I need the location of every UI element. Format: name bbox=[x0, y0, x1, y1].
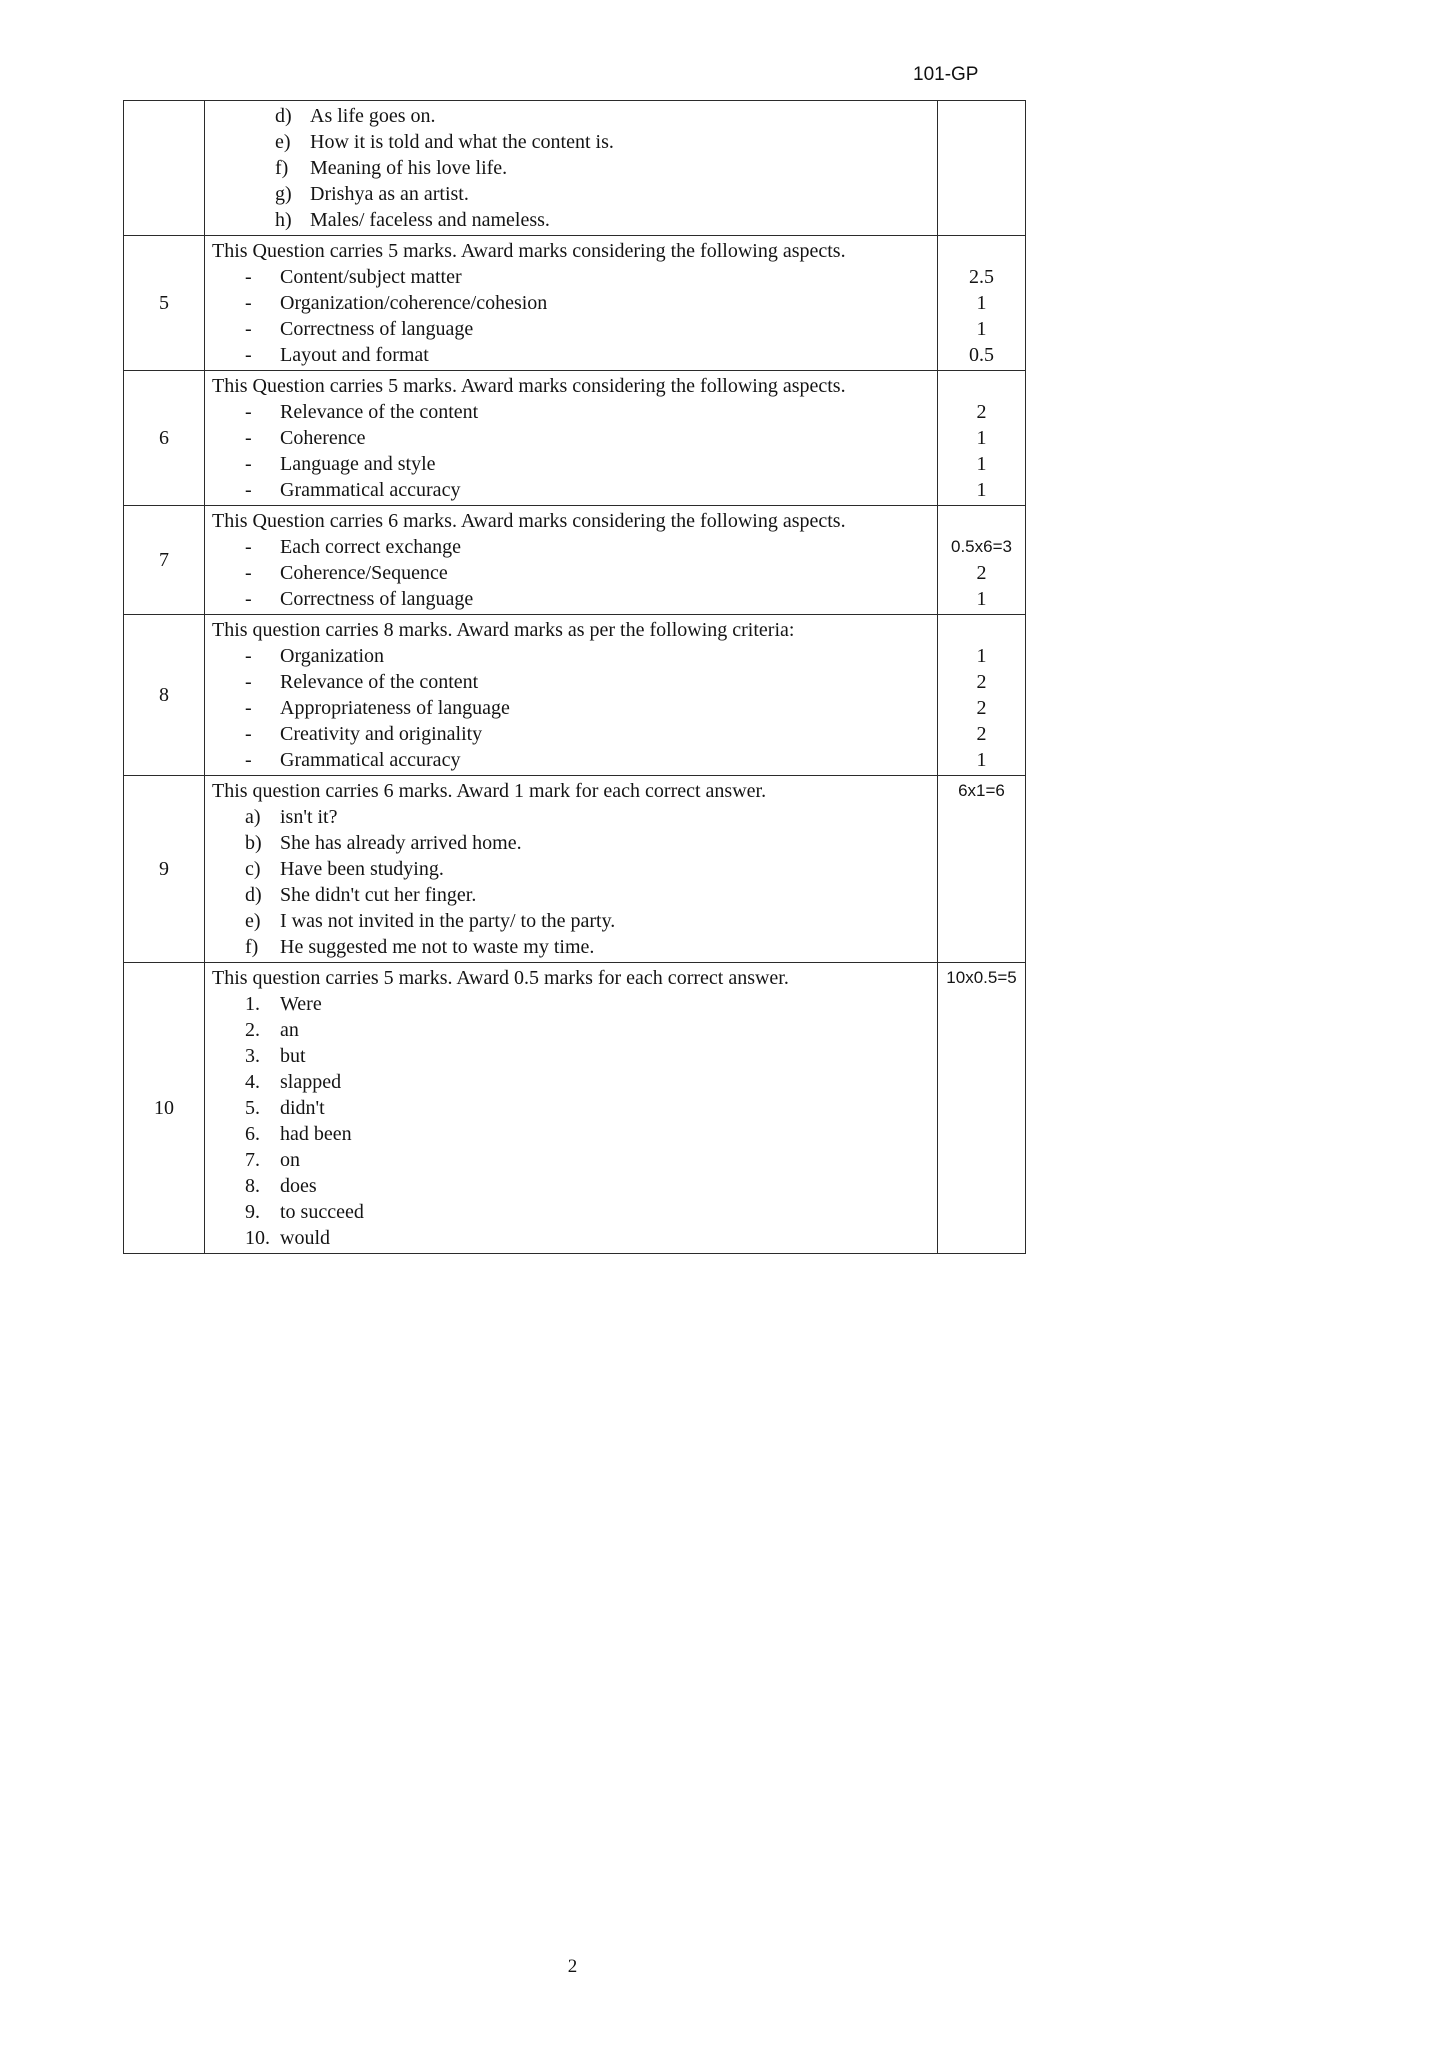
item-marker: - bbox=[245, 427, 252, 449]
item-marker: 2. bbox=[245, 1019, 260, 1041]
item-text: How it is told and what the content is. bbox=[310, 131, 614, 153]
answer-item bbox=[205, 399, 937, 425]
item-marker: d) bbox=[275, 105, 292, 127]
item-text: Were bbox=[280, 993, 322, 1015]
item-marker: 6. bbox=[245, 1123, 260, 1145]
item-marker: - bbox=[245, 562, 252, 584]
marks-cell bbox=[938, 236, 1026, 371]
answer-item bbox=[205, 1069, 937, 1095]
mark-value bbox=[938, 238, 1025, 264]
mark-value bbox=[938, 1017, 1025, 1043]
item-text: Coherence/Sequence bbox=[280, 562, 448, 584]
question-content-cell bbox=[205, 371, 938, 506]
mark-value: 0.5 bbox=[969, 344, 994, 366]
item-marker: e) bbox=[245, 910, 261, 932]
item-text: Coherence bbox=[280, 427, 366, 449]
item-text: Relevance of the content bbox=[280, 671, 479, 693]
item-text: She has already arrived home. bbox=[280, 832, 522, 854]
item-marker: 10. bbox=[245, 1227, 270, 1249]
item-text: Organization bbox=[280, 645, 385, 667]
mark-value: 2.5 bbox=[969, 266, 994, 288]
criteria-intro: This Question carries 5 marks. Award marks considering the following aspects. bbox=[212, 375, 846, 397]
item-marker: 8. bbox=[245, 1175, 260, 1197]
mark-value: 1 bbox=[976, 453, 987, 475]
question-number-cell: 9 bbox=[124, 776, 205, 963]
document-code: 101-GP bbox=[913, 64, 979, 85]
answer-item bbox=[205, 1121, 937, 1147]
item-text: Males/ faceless and nameless. bbox=[310, 209, 550, 231]
answer-item bbox=[205, 934, 937, 960]
answer-item bbox=[205, 1225, 937, 1251]
question-number-cell: 6 bbox=[124, 371, 205, 506]
item-marker: - bbox=[245, 723, 252, 745]
item-marker: a) bbox=[245, 806, 261, 828]
mark-value bbox=[938, 181, 1025, 207]
item-marker: - bbox=[245, 453, 252, 475]
mark-value bbox=[938, 129, 1025, 155]
item-marker: - bbox=[245, 292, 252, 314]
marks-cell bbox=[938, 963, 1026, 1254]
mark-value bbox=[938, 1095, 1025, 1121]
item-marker: - bbox=[245, 479, 252, 501]
item-marker: - bbox=[245, 266, 252, 288]
item-marker: 1. bbox=[245, 993, 260, 1015]
answer-item bbox=[205, 586, 937, 612]
answer-item bbox=[205, 695, 937, 721]
mark-value bbox=[938, 1043, 1025, 1069]
marking-table-body bbox=[124, 101, 1026, 1254]
item-marker: - bbox=[245, 536, 252, 558]
answer-item bbox=[205, 534, 937, 560]
answer-item bbox=[205, 856, 937, 882]
item-marker: - bbox=[245, 697, 252, 719]
answer-item bbox=[205, 908, 937, 934]
question-number-cell: 5 bbox=[124, 236, 205, 371]
answer-item bbox=[205, 451, 937, 477]
item-marker: - bbox=[245, 749, 252, 771]
marks-cell bbox=[938, 371, 1026, 506]
answer-item bbox=[205, 103, 937, 129]
question-number-cell bbox=[124, 101, 205, 236]
item-marker: f) bbox=[275, 157, 289, 179]
table-row bbox=[124, 236, 1026, 371]
answer-item bbox=[205, 669, 937, 695]
answer-item bbox=[205, 316, 937, 342]
mark-value: 2 bbox=[976, 697, 987, 719]
item-marker: - bbox=[245, 645, 252, 667]
item-text: Correctness of language bbox=[280, 318, 474, 340]
marks-cell bbox=[938, 506, 1026, 615]
mark-value: 0.5x6=3 bbox=[951, 537, 1012, 556]
item-text: Meaning of his love life. bbox=[310, 157, 508, 179]
item-marker: b) bbox=[245, 832, 262, 854]
mark-value: 2 bbox=[976, 671, 987, 693]
item-text: Content/subject matter bbox=[280, 266, 462, 288]
answer-item bbox=[205, 181, 937, 207]
answer-item bbox=[205, 290, 937, 316]
mark-value bbox=[938, 373, 1025, 399]
item-marker: d) bbox=[245, 884, 262, 906]
item-text: Grammatical accuracy bbox=[280, 479, 461, 501]
item-text: She didn't cut her finger. bbox=[280, 884, 477, 906]
mark-value bbox=[938, 856, 1025, 882]
mark-value bbox=[938, 1225, 1025, 1251]
mark-value: 10x0.5=5 bbox=[946, 968, 1017, 987]
table-row bbox=[124, 371, 1026, 506]
criteria-intro: This Question carries 6 marks. Award marks considering the following aspects. bbox=[212, 510, 846, 532]
answer-item bbox=[205, 830, 937, 856]
marks-cell bbox=[938, 101, 1026, 236]
mark-value bbox=[938, 830, 1025, 856]
mark-value: 1 bbox=[976, 479, 987, 501]
answer-item bbox=[205, 264, 937, 290]
mark-value bbox=[938, 1121, 1025, 1147]
question-content-cell bbox=[205, 963, 938, 1254]
answer-item bbox=[205, 747, 937, 773]
marks-cell bbox=[938, 776, 1026, 963]
mark-value: 1 bbox=[976, 645, 987, 667]
table-row bbox=[124, 506, 1026, 615]
item-marker: g) bbox=[275, 183, 292, 205]
item-text: does bbox=[280, 1175, 317, 1197]
item-marker: c) bbox=[245, 858, 261, 880]
question-number-cell: 10 bbox=[124, 963, 205, 1254]
item-text: would bbox=[280, 1227, 330, 1249]
mark-value bbox=[938, 1147, 1025, 1173]
question-content-cell bbox=[205, 615, 938, 776]
item-text: Language and style bbox=[280, 453, 436, 475]
item-marker: - bbox=[245, 344, 252, 366]
answer-item bbox=[205, 129, 937, 155]
table-row bbox=[124, 776, 1026, 963]
item-text: As life goes on. bbox=[310, 105, 436, 127]
mark-value bbox=[938, 103, 1025, 129]
item-marker: - bbox=[245, 671, 252, 693]
item-text: on bbox=[280, 1149, 300, 1171]
item-marker: - bbox=[245, 588, 252, 610]
answer-item bbox=[205, 207, 937, 233]
answer-item bbox=[205, 1017, 937, 1043]
answer-item bbox=[205, 1095, 937, 1121]
item-marker: - bbox=[245, 318, 252, 340]
answer-item bbox=[205, 1147, 937, 1173]
question-content-cell bbox=[205, 236, 938, 371]
marks-cell bbox=[938, 615, 1026, 776]
mark-value: 1 bbox=[976, 588, 987, 610]
answer-item bbox=[205, 560, 937, 586]
mark-value: 2 bbox=[976, 401, 987, 423]
item-text: to succeed bbox=[280, 1201, 364, 1223]
item-marker: - bbox=[245, 401, 252, 423]
mark-value bbox=[938, 1173, 1025, 1199]
item-text: slapped bbox=[280, 1071, 342, 1093]
mark-value bbox=[938, 508, 1025, 534]
mark-value bbox=[938, 617, 1025, 643]
answer-item bbox=[205, 342, 937, 368]
mark-value bbox=[938, 207, 1025, 233]
mark-value bbox=[938, 908, 1025, 934]
answer-item bbox=[205, 155, 937, 181]
item-text: Relevance of the content bbox=[280, 401, 479, 423]
item-text: isn't it? bbox=[280, 806, 338, 828]
mark-value: 6x1=6 bbox=[958, 781, 1005, 800]
question-content-cell bbox=[205, 776, 938, 963]
item-marker: 9. bbox=[245, 1201, 260, 1223]
item-marker: 7. bbox=[245, 1149, 260, 1171]
question-content-cell bbox=[205, 101, 938, 236]
answer-item bbox=[205, 1199, 937, 1225]
mark-value: 1 bbox=[976, 749, 987, 771]
item-text: had been bbox=[280, 1123, 352, 1145]
item-marker: f) bbox=[245, 936, 259, 958]
answer-item bbox=[205, 1173, 937, 1199]
item-text: Creativity and originality bbox=[280, 723, 483, 745]
mark-value: 1 bbox=[976, 318, 987, 340]
item-text: but bbox=[280, 1045, 306, 1067]
item-text: Appropriateness of language bbox=[280, 697, 510, 719]
item-marker: 5. bbox=[245, 1097, 260, 1119]
mark-value: 1 bbox=[976, 427, 987, 449]
marking-scheme-table bbox=[123, 100, 1026, 1254]
mark-value bbox=[938, 155, 1025, 181]
item-marker: e) bbox=[275, 131, 291, 153]
answer-item bbox=[205, 882, 937, 908]
mark-value bbox=[938, 991, 1025, 1017]
table-row bbox=[124, 615, 1026, 776]
answer-item bbox=[205, 991, 937, 1017]
criteria-intro: This question carries 6 marks. Award 1 mark for each correct answer. bbox=[212, 780, 767, 802]
item-text: Correctness of language bbox=[280, 588, 474, 610]
mark-value bbox=[938, 1069, 1025, 1095]
criteria-intro: This Question carries 5 marks. Award marks considering the following aspects. bbox=[212, 240, 846, 262]
item-text: Organization/coherence/cohesion bbox=[280, 292, 548, 314]
mark-value bbox=[938, 1199, 1025, 1225]
answer-item bbox=[205, 1043, 937, 1069]
question-content-cell bbox=[205, 506, 938, 615]
item-text: Drishya as an artist. bbox=[310, 183, 469, 205]
item-marker: h) bbox=[275, 209, 292, 231]
mark-value bbox=[938, 804, 1025, 830]
item-marker: 3. bbox=[245, 1045, 260, 1067]
item-text: He suggested me not to waste my time. bbox=[280, 936, 595, 958]
table-row bbox=[124, 963, 1026, 1254]
answer-item bbox=[205, 804, 937, 830]
question-number-cell: 7 bbox=[124, 506, 205, 615]
page-number: 2 bbox=[567, 1956, 578, 1977]
item-text: Each correct exchange bbox=[280, 536, 461, 558]
mark-value: 2 bbox=[976, 723, 987, 745]
mark-value bbox=[938, 882, 1025, 908]
item-text: Layout and format bbox=[280, 344, 429, 366]
table-row bbox=[124, 101, 1026, 236]
answer-item bbox=[205, 477, 937, 503]
item-text: Have been studying. bbox=[280, 858, 444, 880]
criteria-intro: This question carries 8 marks. Award marks as per the following criteria: bbox=[212, 619, 795, 641]
item-text: didn't bbox=[280, 1097, 325, 1119]
answer-item bbox=[205, 721, 937, 747]
item-text: Grammatical accuracy bbox=[280, 749, 461, 771]
answer-item bbox=[205, 425, 937, 451]
item-marker: 4. bbox=[245, 1071, 260, 1093]
answer-item bbox=[205, 643, 937, 669]
criteria-intro: This question carries 5 marks. Award 0.5 marks for each correct answer. bbox=[212, 967, 789, 989]
mark-value: 2 bbox=[976, 562, 987, 584]
mark-value: 1 bbox=[976, 292, 987, 314]
mark-value bbox=[938, 934, 1025, 960]
item-text: I was not invited in the party/ to the party. bbox=[280, 910, 616, 932]
item-text: an bbox=[280, 1019, 299, 1041]
question-number-cell: 8 bbox=[124, 615, 205, 776]
